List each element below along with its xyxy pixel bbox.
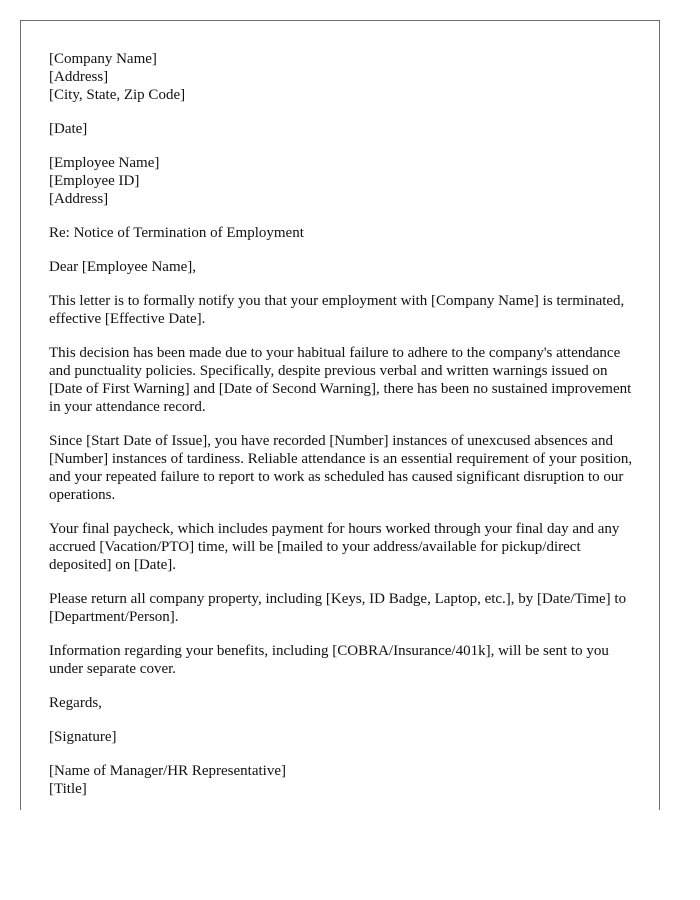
paragraph-company-property: Please return all company property, including [Keys, ID Badge, Laptop, etc.], by [Date/Time] to [Department/Person]. xyxy=(49,591,627,625)
letter-body xyxy=(49,50,635,810)
paragraph-benefits: Information regarding your benefits, including [COBRA/Insurance/401k], will be sent to you under separate cover. xyxy=(49,643,609,677)
letter-date: [Date] xyxy=(49,121,88,137)
closing: Regards, xyxy=(49,695,102,711)
salutation: Dear [Employee Name], xyxy=(49,259,197,275)
sender-address-block xyxy=(49,50,635,104)
recipient-employee-name: [Employee Name] xyxy=(49,155,160,171)
sender-address: [Address] xyxy=(49,69,109,85)
recipient-employee-id: [Employee ID] xyxy=(49,173,140,189)
recipient-address: [Address] xyxy=(49,191,109,207)
subject-line: Re: Notice of Termination of Employment xyxy=(49,225,304,241)
signer-name: [Name of Manager/HR Representative] xyxy=(49,763,286,779)
paragraph-termination-notice: This letter is to formally notify you that your employment with [Company Name] is terminated, effective [Effective Date]. xyxy=(49,293,625,327)
signature-placeholder: [Signature] xyxy=(49,729,117,745)
letter-page xyxy=(20,20,660,810)
date-block xyxy=(49,120,635,138)
signer-block xyxy=(49,762,635,798)
sender-company-name: [Company Name] xyxy=(49,51,157,67)
paragraph-attendance-record: Since [Start Date of Issue], you have recorded [Number] instances of unexcused absences and [Number] instances of tardiness. Reliable attendance is an essential requirement of your position, and your repeated failure to report to work as scheduled has caused significant disruption to our operations. xyxy=(49,433,633,503)
sender-city-state-zip: [City, State, Zip Code] xyxy=(49,87,186,103)
paragraph-reason: This decision has been made due to your habitual failure to adhere to the company's attendance and punctuality policies. Specifically, despite previous verbal and written warnings issued on [Date of First Warning] and [Date of Second Warning], there has been no sustained improvement in your attendance record. xyxy=(49,345,632,415)
paragraph-final-paycheck: Your final paycheck, which includes payment for hours worked through your final day and any accrued [Vacation/PTO] time, will be [mailed to your address/available for pickup/direct deposited] on [Date]. xyxy=(49,521,620,573)
signer-title: [Title] xyxy=(49,781,87,797)
recipient-address-block xyxy=(49,154,635,208)
